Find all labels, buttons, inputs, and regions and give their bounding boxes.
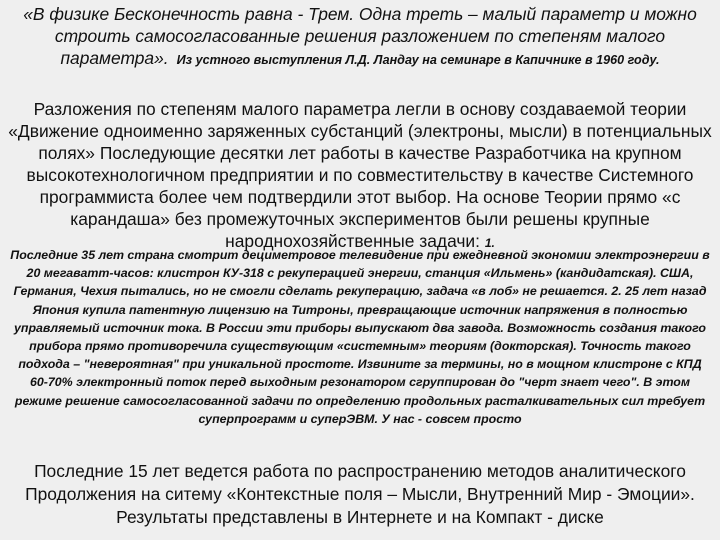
closing-paragraph xyxy=(2,460,718,529)
footer-text: Последние 15 лет ведется работа по распространению методов аналитического Продолжения на ситему «Контекстные поля – Мысли, Внутренний Мир - Эмоции». Результаты представлены в Интернете и на Компакт - диске xyxy=(25,461,695,527)
achievements-notes xyxy=(10,246,710,428)
quote-text: «В физике Бесконечность равна - Трем. Одна треть – малый параметр и можно строить самосогласованные решения разложением по степеням малого параметра». xyxy=(23,4,697,68)
quote-source: Из устного выступления Л.Д. Ландау на семинаре в Капичнике в 1960 году. xyxy=(176,53,660,67)
notes-text: Последние 35 лет страна смотрит дециметровое телевидение при ежедневной экономии электроэнергии в 20 мегаватт-часов: клистрон КУ-318 с рекуперацией энергии, станция «Ильмень» (кандидатская). США, Германия, Чехия пытались, но не смогли сделать рекуперацию, задача «в лоб» не решается. 2. 25 лет назад Япония купила патентную лицензию на Титроны, превращающие источник напряжения в полностью управляемый источник тока. В России эти приборы выпускают два завода. Возможность создания такого прибора прямо противоречила существующим «системным» теориям (докторская). Точность такого подхода – "невероятная" при уникальной простоте. Извините за термины, но в мощном клистроне с КПД 60-70% электронный поток перед выходным резонатором сгруппирован до "черт знает чего". В этом режиме решение самосогласованной задачи по определению продольных расталкивательных сил требует суперпрограмм и суперЭВМ. У нас - совсем просто xyxy=(10,248,710,426)
item-marker: 1. xyxy=(484,236,495,250)
landau-quote-paragraph xyxy=(6,3,714,71)
theory-text: Разложения по степеням малого параметра легли в основу создаваемой теории «Движение одноименно заряженных субстанций (электроны, мысли) в потенциальных полях» Последующие десятки лет работы в качестве Разработчика на крупном высокотехнологичном предприятии и по совместительству в качестве Системного программиста более чем подтвердили этот выбор. На основе Теории прямо «с карандаша» без промежуточных экспериментов были решены крупные народнохозяйственные задачи: xyxy=(8,99,712,251)
theory-paragraph xyxy=(4,98,716,254)
